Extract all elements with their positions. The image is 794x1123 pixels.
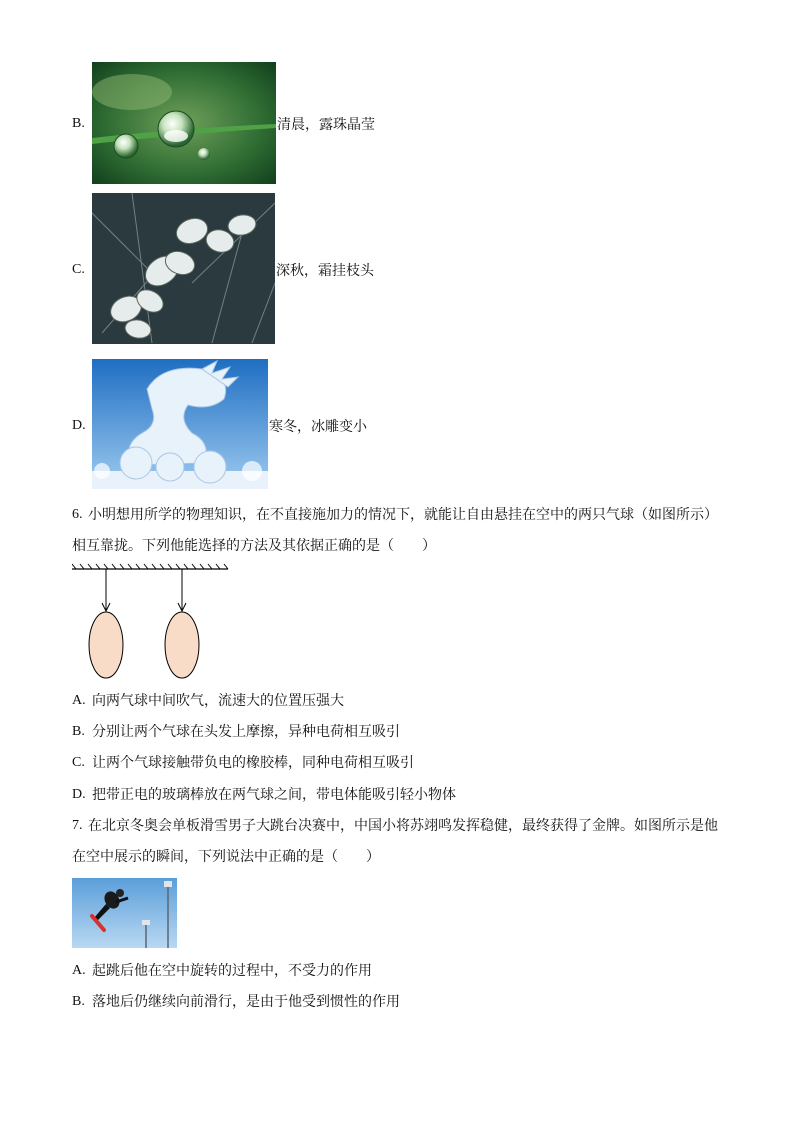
option-letter-b: B. — [72, 116, 85, 131]
q7-option-b-text: 落地后仍继续向前滑行，是由于他受到惯性的作用 — [92, 994, 400, 1010]
q7-option-b-letter: B. — [72, 994, 85, 1009]
q6-option-c-text: 让两个气球接触带负电的橡胶棒，同种电荷相互吸引 — [92, 755, 414, 771]
frost-on-leaves-photo — [92, 193, 275, 344]
q7-stem-line2: 在空中展示的瞬间，下列说法中正确的是（ ） — [72, 849, 380, 865]
q6-option-b-text: 分别让两个气球在头发上摩擦，异种电荷相互吸引 — [92, 724, 400, 740]
q6-option-a-letter: A. — [72, 693, 86, 708]
option-b-caption: 清晨，露珠晶莹 — [277, 117, 375, 133]
option-letter-d: D. — [72, 418, 86, 433]
q6-option-d-letter: D. — [72, 787, 86, 802]
ice-sculpture-dragon-photo — [92, 359, 268, 489]
q6-option-b-letter: B. — [72, 724, 85, 739]
q6-option-d-text: 把带正电的玻璃棒放在两气球之间，带电体能吸引轻小物体 — [92, 787, 456, 803]
q6-option-a-text: 向两气球中间吹气，流速大的位置压强大 — [92, 693, 344, 709]
q7-option-a-text: 起跳后他在空中旋转的过程中，不受力的作用 — [92, 963, 372, 979]
option-c-caption: 深秋，霜挂枝头 — [276, 263, 374, 279]
two-hanging-balloons-diagram — [72, 563, 232, 681]
snowboarder-in-air-photo — [72, 878, 177, 948]
q6-stem-line2: 相互靠拢。下列他能选择的方法及其依据正确的是（ ） — [72, 538, 436, 554]
q7-option-a-letter: A. — [72, 963, 86, 978]
q6-stem-line1: 小明想用所学的物理知识，在不直接施加力的情况下，就能让自由悬挂在空中的两只气球（如图所示） — [88, 507, 718, 523]
option-letter-c: C. — [72, 262, 85, 277]
q6-option-c-letter: C. — [72, 755, 85, 770]
q6-number: 6. — [72, 507, 83, 522]
q7-number: 7. — [72, 818, 83, 833]
dewdrops-on-grass-photo — [92, 62, 276, 184]
option-d-caption: 寒冬，冰雕变小 — [269, 419, 367, 435]
q7-stem-line1: 在北京冬奥会单板滑雪男子大跳台决赛中，中国小将苏翊鸣发挥稳健，最终获得了金牌。如图所示是他 — [88, 818, 718, 834]
